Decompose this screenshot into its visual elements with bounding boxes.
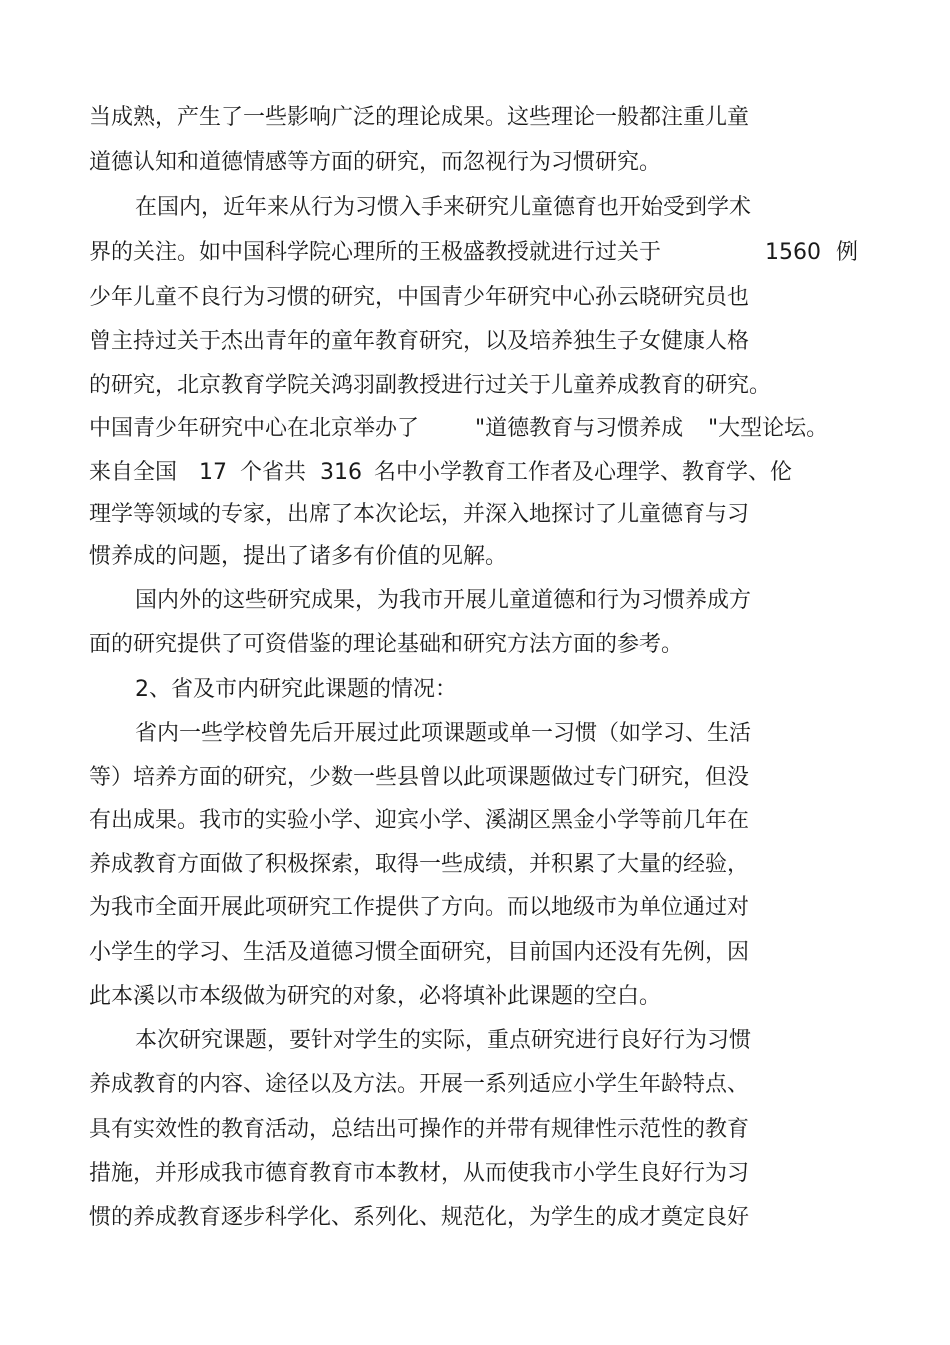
text-segment: 的研究，北京教育学院关鸿羽副教授进行过关于儿童养成教育的研究。	[89, 373, 772, 398]
text-segment: 个省共	[240, 460, 307, 485]
text-segment: 名中小学教育工作者及心理学、教育学、伦	[374, 460, 793, 485]
text-line	[0, 458, 793, 488]
text-line	[0, 763, 750, 793]
text-segment: 惯的养成教育逐步科学化、系列化、规范化，为学生的成才奠定良好	[89, 1205, 750, 1230]
text-line	[0, 103, 750, 133]
text-line	[0, 938, 750, 968]
text-segment: 界的关注。如中国科学院心理所的王极盛教授就进行过关于	[89, 240, 662, 265]
text-segment: 例	[836, 240, 859, 265]
text-line	[0, 806, 750, 836]
text-segment-quote: "道德教育与习惯养成	[475, 416, 684, 441]
text-line	[0, 327, 750, 357]
text-line	[0, 283, 750, 313]
text-line	[0, 500, 750, 530]
text-segment: 等）培养方面的研究，少数一些县曾以此项课题做过专门研究，但没	[89, 765, 750, 790]
text-line	[0, 982, 662, 1012]
text-line	[0, 414, 829, 444]
text-line	[0, 1115, 750, 1145]
text-line	[0, 238, 859, 268]
text-segment: 面的研究提供了可资借鉴的理论基础和研究方法方面的参考。	[89, 632, 684, 657]
text-segment: 养成教育方面做了积极探索，取得一些成绩，并积累了大量的经验，	[89, 852, 750, 877]
text-line	[0, 719, 752, 749]
text-segment-number: 1560	[765, 240, 821, 265]
text-segment: 惯养成的问题，提出了诸多有价值的见解。	[89, 544, 508, 569]
text-line	[0, 630, 684, 660]
text-line	[0, 675, 457, 705]
text-line	[0, 1159, 750, 1189]
text-segment: 此本溪以市本级做为研究的对象，必将填补此课题的空白。	[89, 984, 662, 1009]
text-line	[0, 1026, 752, 1056]
text-segment: 为我市全面开展此项研究工作提供了方向。而以地级市为单位通过对	[89, 895, 750, 920]
text-segment: 有出成果。我市的实验小学、迎宾小学、溪湖区黑金小学等前几年在	[89, 808, 750, 833]
text-segment-number: 316	[320, 460, 362, 485]
text-segment: 本次研究课题，要针对学生的实际，重点研究进行良好行为习惯	[135, 1028, 752, 1053]
text-segment-quote: "大型论坛。	[708, 416, 829, 441]
text-segment: 2、省及市内研究此课题的情况：	[135, 677, 457, 702]
text-segment: 少年儿童不良行为习惯的研究，中国青少年研究中心孙云晓研究员也	[89, 285, 750, 310]
text-segment: 具有实效性的教育活动，总结出可操作的并带有规律性示范性的教育	[89, 1117, 750, 1142]
text-line	[0, 893, 750, 923]
text-segment: 养成教育的内容、途径以及方法。开展一系列适应小学生年龄特点、	[89, 1072, 750, 1097]
text-segment: 措施，并形成我市德育教育市本教材，从而使我市小学生良好行为习	[89, 1161, 750, 1186]
text-segment: 省内一些学校曾先后开展过此项课题或单一习惯（如学习、生活	[135, 721, 752, 746]
text-line	[0, 371, 772, 401]
text-line	[0, 193, 752, 223]
text-segment: 国内外的这些研究成果，为我市开展儿童道德和行为习惯养成方	[135, 588, 752, 613]
text-line	[0, 850, 750, 880]
text-line	[0, 1070, 750, 1100]
text-segment: 小学生的学习、生活及道德习惯全面研究，目前国内还没有先例，因	[89, 940, 750, 965]
text-line	[0, 148, 662, 178]
text-line	[0, 542, 508, 572]
text-segment-number: 17	[199, 460, 227, 485]
text-segment: 理学等领域的专家，出席了本次论坛，并深入地探讨了儿童德育与习	[89, 502, 750, 527]
text-segment: 来自全国	[89, 460, 178, 485]
text-segment: 曾主持过关于杰出青年的童年教育研究，以及培养独生子女健康人格	[89, 329, 750, 354]
text-segment: 道德认知和道德情感等方面的研究，而忽视行为习惯研究。	[89, 150, 662, 175]
text-segment: 在国内，近年来从行为习惯入手来研究儿童德育也开始受到学术	[135, 195, 752, 220]
text-segment: 中国青少年研究中心在北京举办了	[89, 416, 420, 441]
text-line	[0, 1203, 750, 1233]
text-line	[0, 586, 752, 616]
text-segment: 当成熟，产生了一些影响广泛的理论成果。这些理论一般都注重儿童	[89, 105, 750, 130]
